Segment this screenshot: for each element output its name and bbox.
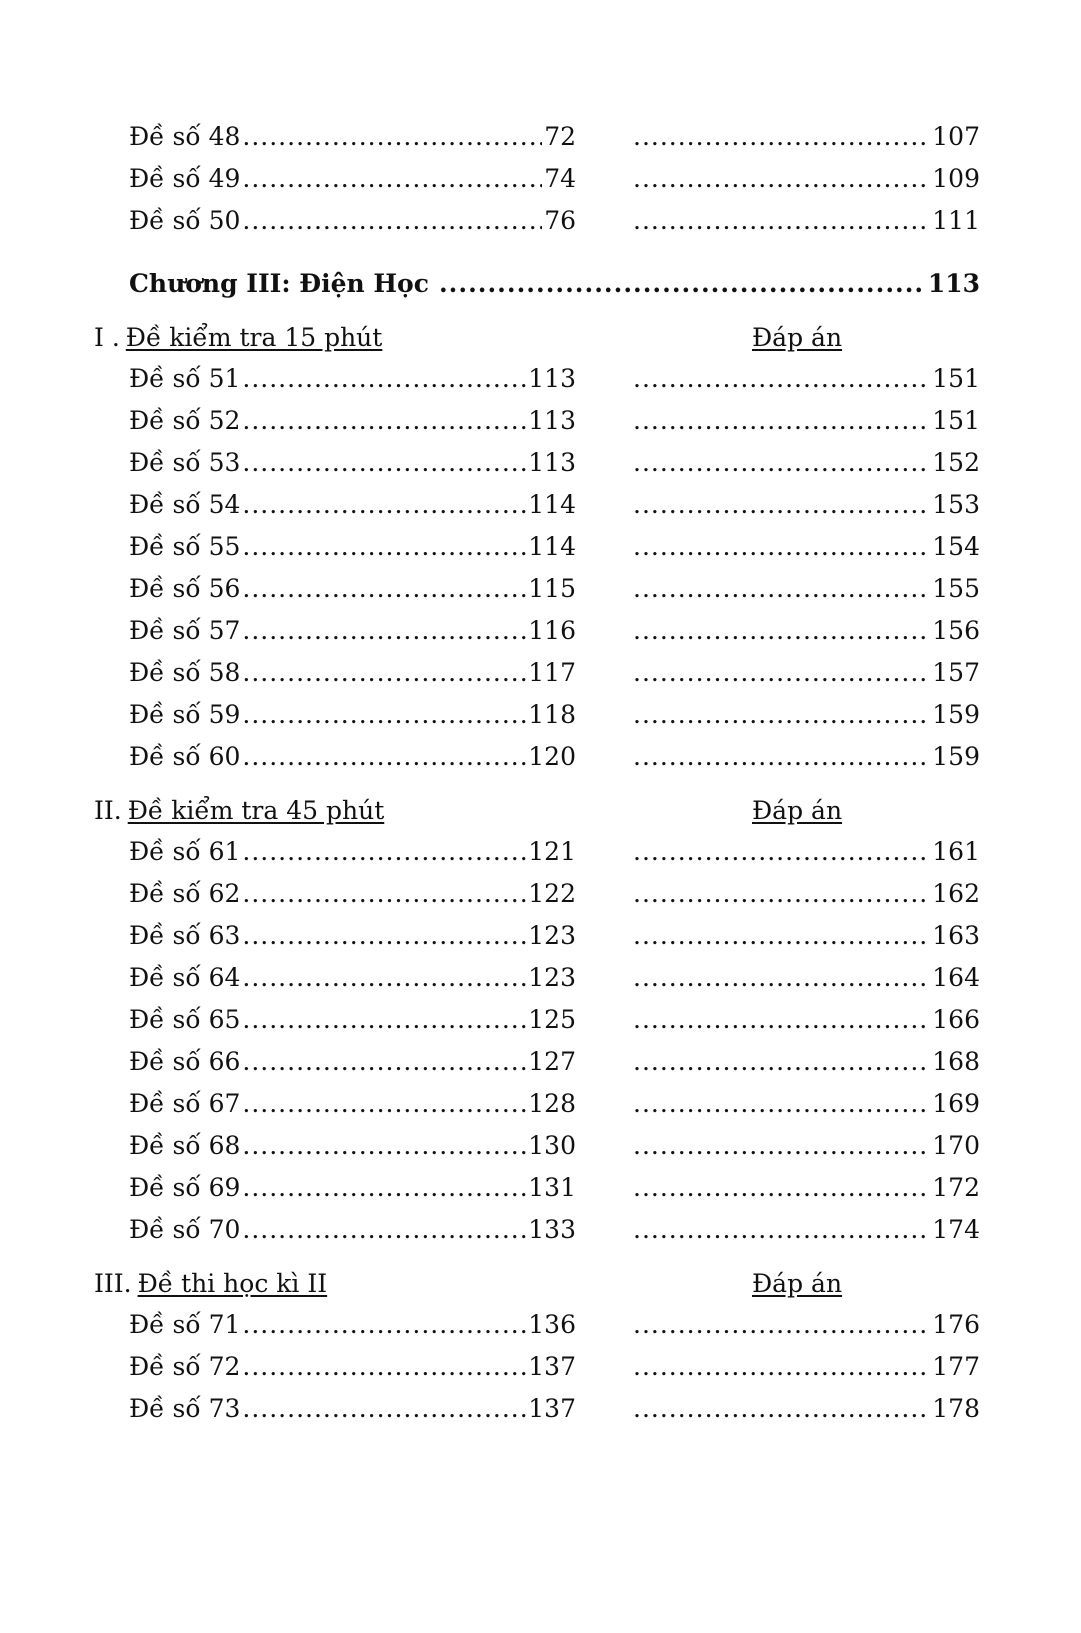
dot-leader [633,443,930,483]
toc-entry [129,485,576,525]
dot-leader [242,695,526,735]
entry-label: Đề số 54 [129,490,241,519]
entry-label: Đề số 52 [129,406,241,435]
entry-label: Đề số 62 [129,879,241,908]
dot-leader [633,916,930,956]
answer-entry [631,159,980,199]
answer-entry [631,1042,980,1082]
answer-entry [631,958,980,998]
answer-page-number: 152 [932,448,980,477]
answer-entry [631,695,980,735]
entry-page-number: 133 [528,1215,576,1244]
answer-entry [631,401,980,441]
entry-label: Đề số 56 [129,574,241,603]
answer-page-number: 151 [932,364,980,393]
dot-leader [633,117,930,157]
chapter-title: Chương III: Điện Học [129,269,429,298]
answer-page-number: 170 [932,1131,980,1160]
entry-label: Đề số 55 [129,532,241,561]
toc-entry [129,443,576,483]
entry-page-number: 117 [528,658,576,687]
answer-page-number: 176 [932,1310,980,1339]
entry-page-number: 114 [528,490,576,519]
toc-entry [129,1210,576,1250]
entry-label: Đề số 65 [129,1005,241,1034]
answer-entry [631,1084,980,1124]
answer-page-number: 166 [932,1005,980,1034]
dot-leader [242,359,526,399]
answer-page-number: 168 [932,1047,980,1076]
toc-entry [129,695,576,735]
dot-leader [633,832,930,872]
dot-leader [242,874,526,914]
dot-leader [242,159,542,199]
answer-entry [631,1347,980,1387]
entry-page-number: 120 [528,742,576,771]
dot-leader [633,1347,930,1387]
dot-leader [242,569,526,609]
section-title: Đề thi học kì II [137,1269,328,1298]
answer-page-number: 169 [932,1089,980,1118]
toc-entry [129,958,576,998]
answer-entry [631,1210,980,1250]
entry-label: Đề số 51 [129,364,241,393]
answer-entry [631,1168,980,1208]
answer-entry [631,117,980,157]
toc-entry [129,832,576,872]
toc-entry [129,159,576,199]
answer-entry [631,569,980,609]
answer-entry [631,359,980,399]
toc-entry [129,201,576,241]
answer-entry [631,443,980,483]
entry-label: Đề số 57 [129,616,241,645]
answer-page-number: 157 [932,658,980,687]
answer-entry [631,201,980,241]
dot-leader [633,201,930,241]
section-number: I . [94,323,120,352]
answer-page-number: 164 [932,963,980,992]
answer-entry [631,1305,980,1345]
dot-leader [633,1084,930,1124]
entry-page-number: 122 [528,879,576,908]
section-heading [94,318,382,358]
entry-page-number: 114 [528,532,576,561]
dot-leader [242,1084,526,1124]
entry-label: Đề số 50 [129,206,241,235]
dot-leader [633,1000,930,1040]
dot-leader [242,443,526,483]
dot-leader [242,1126,526,1166]
entry-label: Đề số 69 [129,1173,241,1202]
toc-entry [129,1168,576,1208]
chapter-page-number: 113 [927,269,980,298]
answer-page-number: 178 [932,1394,980,1423]
entry-label: Đề số 59 [129,700,241,729]
section-title: Đề kiểm tra 45 phút [127,796,385,825]
toc-entry [129,916,576,956]
dot-leader [242,1347,526,1387]
entry-page-number: 136 [528,1310,576,1339]
answer-column-heading: Đáp án [752,1269,843,1298]
entry-page-number: 115 [528,574,576,603]
dot-leader [633,401,930,441]
entry-page-number: 137 [528,1394,576,1423]
answer-page-number: 161 [932,837,980,866]
dot-leader [242,1210,526,1250]
toc-entry [129,1389,576,1429]
entry-page-number: 127 [528,1047,576,1076]
dot-leader [633,874,930,914]
entry-page-number: 72 [544,122,576,151]
toc-entry [129,1126,576,1166]
entry-label: Đề số 60 [129,742,241,771]
entry-label: Đề số 58 [129,658,241,687]
entry-label: Đề số 63 [129,921,241,950]
answer-page-number: 153 [932,490,980,519]
entry-label: Đề số 64 [129,963,241,992]
dot-leader [242,1042,526,1082]
dot-leader [633,611,930,651]
dot-leader [242,1305,526,1345]
dot-leader [633,527,930,567]
dot-leader [242,832,526,872]
dot-leader [439,264,926,304]
answer-page-number: 159 [932,700,980,729]
toc-entry [129,1084,576,1124]
toc-entry [129,359,576,399]
answer-page-number: 155 [932,574,980,603]
answer-page-number: 156 [932,616,980,645]
entry-page-number: 118 [528,700,576,729]
dot-leader [242,958,526,998]
dot-leader [633,569,930,609]
entry-label: Đề số 71 [129,1310,241,1339]
section-heading [94,1264,327,1304]
answer-entry [631,1000,980,1040]
section-number: II. [94,796,122,825]
answer-page-number: 107 [932,122,980,151]
dot-leader [633,359,930,399]
entry-page-number: 125 [528,1005,576,1034]
answer-entry [631,1126,980,1166]
toc-entry [129,1042,576,1082]
toc-entry [129,117,576,157]
toc-entry [129,611,576,651]
toc-entry [129,569,576,609]
answer-entry [631,1389,980,1429]
answer-entry [631,611,980,651]
entry-label: Đề số 67 [129,1089,241,1118]
toc-entry [129,737,576,777]
answer-page-number: 162 [932,879,980,908]
dot-leader [242,737,526,777]
section-title: Đề kiểm tra 15 phút [125,323,383,352]
entry-label: Đề số 53 [129,448,241,477]
dot-leader [242,1168,526,1208]
answer-page-number: 174 [932,1215,980,1244]
toc-entry [129,401,576,441]
dot-leader [242,117,542,157]
dot-leader [242,1000,526,1040]
entry-page-number: 116 [528,616,576,645]
entry-label: Đề số 73 [129,1394,241,1423]
entry-page-number: 123 [528,963,576,992]
answer-page-number: 172 [932,1173,980,1202]
dot-leader [242,611,526,651]
entry-label: Đề số 70 [129,1215,241,1244]
dot-leader [242,527,526,567]
toc-entry [129,1347,576,1387]
dot-leader [633,1126,930,1166]
toc-entry [129,1000,576,1040]
dot-leader [242,401,526,441]
answer-entry [631,653,980,693]
dot-leader [633,1168,930,1208]
dot-leader [633,1042,930,1082]
dot-leader [633,737,930,777]
toc-entry [129,1305,576,1345]
section-number: III. [94,1269,132,1298]
toc-entry [129,527,576,567]
dot-leader [633,1305,930,1345]
entry-page-number: 123 [528,921,576,950]
entry-label: Đề số 66 [129,1047,241,1076]
answer-page-number: 111 [932,206,980,235]
answer-page-number: 159 [932,742,980,771]
answer-entry [631,832,980,872]
dot-leader [242,916,526,956]
dot-leader [242,485,526,525]
answer-entry [631,527,980,567]
entry-page-number: 131 [528,1173,576,1202]
dot-leader [242,653,526,693]
dot-leader [633,1210,930,1250]
dot-leader [633,695,930,735]
dot-leader [633,159,930,199]
entry-label: Đề số 49 [129,164,241,193]
answer-column-heading: Đáp án [752,323,843,352]
entry-label: Đề số 61 [129,837,241,866]
answer-entry [631,916,980,956]
entry-label: Đề số 72 [129,1352,241,1381]
entry-page-number: 113 [528,406,576,435]
entry-page-number: 130 [528,1131,576,1160]
answer-column-heading: Đáp án [752,796,843,825]
dot-leader [633,653,930,693]
answer-page-number: 151 [932,406,980,435]
dot-leader [633,485,930,525]
answer-entry [631,485,980,525]
chapter-heading [129,264,980,304]
entry-page-number: 74 [544,164,576,193]
entry-page-number: 113 [528,448,576,477]
entry-label: Đề số 48 [129,122,241,151]
entry-label: Đề số 68 [129,1131,241,1160]
dot-leader [242,201,542,241]
entry-page-number: 76 [544,206,576,235]
answer-page-number: 177 [932,1352,980,1381]
answer-entry [631,737,980,777]
entry-page-number: 121 [528,837,576,866]
toc-entry [129,874,576,914]
section-heading [94,791,384,831]
answer-entry [631,874,980,914]
entry-page-number: 137 [528,1352,576,1381]
answer-page-number: 163 [932,921,980,950]
toc-entry [129,653,576,693]
dot-leader [633,1389,930,1429]
answer-page-number: 109 [932,164,980,193]
entry-page-number: 113 [528,364,576,393]
dot-leader [633,958,930,998]
entry-page-number: 128 [528,1089,576,1118]
answer-page-number: 154 [932,532,980,561]
dot-leader [242,1389,526,1429]
